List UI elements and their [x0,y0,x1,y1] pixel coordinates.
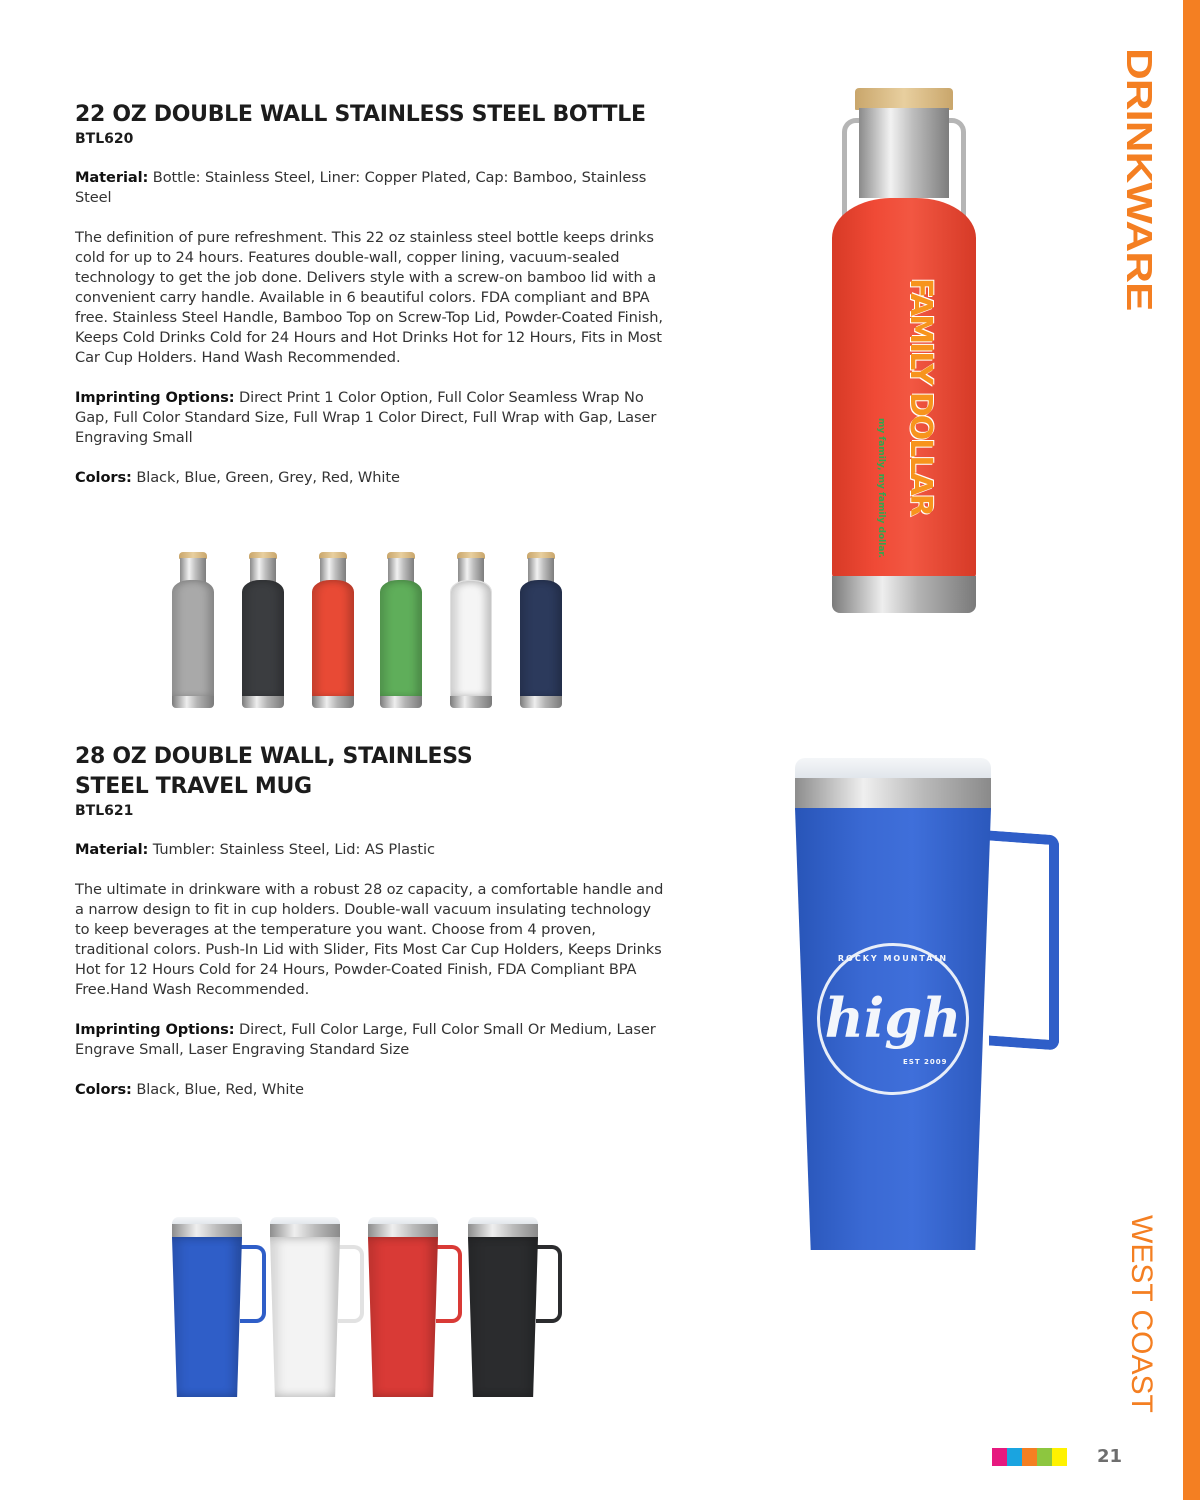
bottle-body [172,580,214,698]
product-sku: BTL620 [75,131,134,147]
bottle-neck [180,558,206,582]
mug-rim [368,1224,438,1238]
product-colors: Colors: Black, Blue, Green, Grey, Red, White [75,469,400,486]
bottle-hero-image [832,88,976,613]
bottle-swatch [312,552,354,708]
bottle-base [380,696,422,708]
bottle-base [832,576,976,613]
product-material: Material: Tumbler: Stainless Steel, Lid: AS Plastic [75,841,435,858]
mug-body [368,1237,438,1397]
bottle-body [380,580,422,698]
imprint-logo-est: EST 2009 [903,1058,948,1066]
product-title: 28 OZ DOUBLE WALL, STAINLESS STEEL TRAVEL MUG [75,744,473,799]
mug-swatch [172,1217,272,1397]
section-label: DRINKWARE [1118,48,1159,311]
product-btl620 [75,100,665,488]
product-sku: BTL621 [75,803,134,819]
mug-body [468,1237,538,1397]
palette-swatch [992,1448,1007,1466]
bottle-body [242,580,284,698]
mug-handle [436,1245,462,1323]
mug-rim [172,1224,242,1238]
bottle-body [520,580,562,698]
mug-rim [270,1224,340,1238]
mug-hero-image [795,758,1065,1250]
mug-swatch [368,1217,468,1397]
bottle-base [312,696,354,708]
product-material: Material: Bottle: Stainless Steel, Liner: Copper Plated, Cap: Bamboo, Stainless Steel [75,169,647,206]
product-imprinting: Imprinting Options: Direct Print 1 Color Option, Full Color Seamless Wrap No Gap, Full Color Standard Size, Full Wrap 1 Color Direct, Full Wrap with Gap, Laser Engraving Small [75,389,657,446]
bottle-body [450,580,492,698]
palette-swatch [1007,1448,1022,1466]
bottle-neck [458,558,484,582]
bottle-swatch [450,552,492,708]
color-palette-bar [992,1448,1067,1466]
bottle-neck [320,558,346,582]
bottle-swatch [242,552,284,708]
imprint-logo: high [824,986,962,1050]
mug-swatch [468,1217,568,1397]
mug-rim [468,1224,538,1238]
bamboo-lid [855,88,953,110]
mug-handle [338,1245,364,1323]
product-title: 22 OZ DOUBLE WALL STAINLESS STEEL BOTTLE [75,102,646,127]
bottle-swatch [520,552,562,708]
brand-label: WEST COAST [1125,1215,1158,1413]
mug-handle [536,1245,562,1323]
imprint-logo-top: ROCKY MOUNTAIN [837,954,949,963]
imprint-tagline: my family, my family dollar. [876,418,886,558]
bottle-body [312,580,354,698]
bottle-neck [388,558,414,582]
mug-body [270,1237,340,1397]
product-btl621 [75,742,665,1100]
bottle-base [520,696,562,708]
mug-swatch [270,1217,370,1397]
bottle-neck [859,108,949,198]
accent-strip [1183,0,1200,1500]
imprint-logo: FAMILY DOLLAR [903,278,938,515]
bottle-neck [250,558,276,582]
bottle-swatch [380,552,422,708]
product-imprinting: Imprinting Options: Direct, Full Color Large, Full Color Small Or Medium, Laser Engrave Small, Laser Engraving Standard Size [75,1021,656,1058]
mug-lid [795,758,991,780]
palette-swatch [1037,1448,1052,1466]
mug-body [172,1237,242,1397]
mug-rim [795,778,991,810]
product-description: The ultimate in drinkware with a robust 28 oz capacity, a comfortable handle and a narrow design to fit in cup holders. Double-wall vacuum insulating technology to keep beverages at the temperature you want. Choose from 4 proven, traditional colors. Push-In Lid with Slider, Fits Most Car Cup Holders, Keeps Drinks Hot for 12 Hours Cold for 24 Hours, Powder-Coated Finish, FDA Compliant BPA Free.Hand Wash Recommended. [75,881,664,998]
bottle-neck [528,558,554,582]
bottle-base [242,696,284,708]
product-description: The definition of pure refreshment. This 22 oz stainless steel bottle keeps drinks cold for up to 24 hours. Features double-wall, copper lining, vacuum-sealed technology to get the job done. Delivers style with a screw-on bamboo lid with a convenient carry handle. Available in 6 beautiful colors. FDA compliant and BPA free. Stainless Steel Handle, Bamboo Top on Screw-Top Lid, Powder-Coated Finish, Keeps Cold Drinks Cold for 24 Hours and Hot Drinks Hot for 12 Hours, Fits in Most Car Cup Holders. Hand Wash Recommended. [75,229,663,366]
mug-handle [989,831,1059,1051]
product-colors: Colors: Black, Blue, Red, White [75,1081,304,1098]
palette-swatch [1052,1448,1067,1466]
mug-handle [240,1245,266,1323]
palette-swatch [1022,1448,1037,1466]
bottle-swatch [172,552,214,708]
page-number: 21 [1097,1446,1123,1467]
bottle-base [172,696,214,708]
bottle-base [450,696,492,708]
